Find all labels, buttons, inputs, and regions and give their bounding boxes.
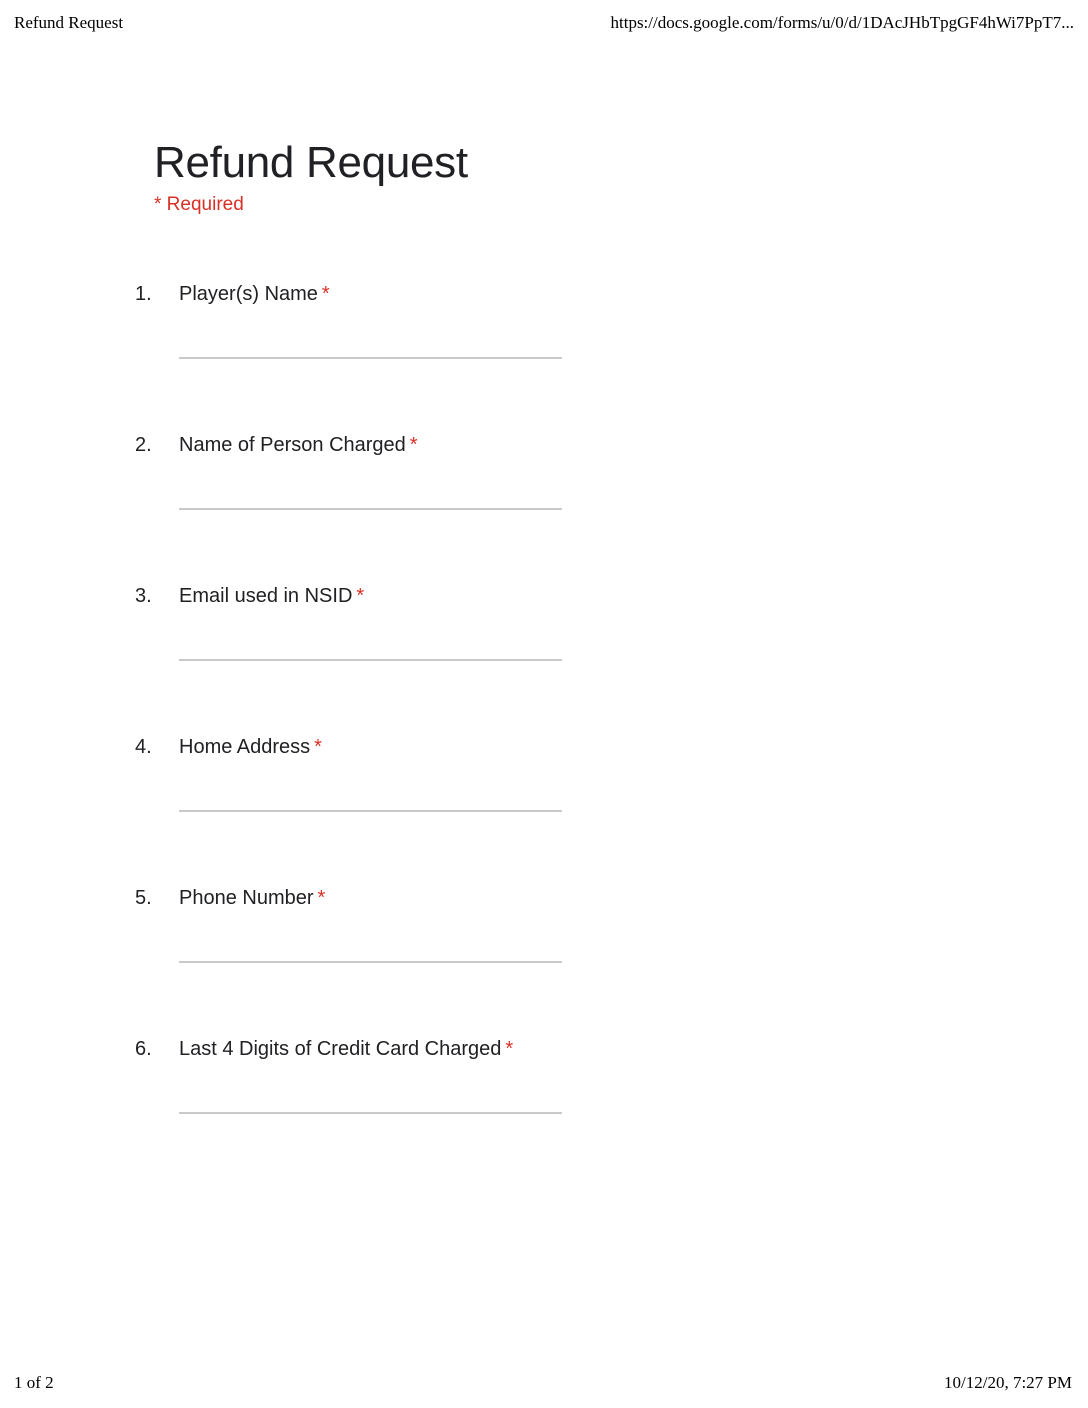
- player-name-input[interactable]: [179, 357, 562, 359]
- required-marker: *: [409, 434, 418, 456]
- print-footer-timestamp: 10/12/20, 7:27 PM: [944, 1373, 1072, 1392]
- question-home-address: [0, 736, 1088, 836]
- phone-number-input[interactable]: [179, 961, 562, 963]
- question-card-digits: [0, 1038, 1088, 1138]
- question-number: 2.: [135, 434, 152, 456]
- question-label: [179, 1038, 513, 1061]
- required-marker: *: [314, 736, 322, 758]
- question-label-text: Home Address: [179, 736, 311, 758]
- question-number: 4.: [135, 736, 152, 758]
- question-label-text: Last 4 Digits of Credit Card Charged: [179, 1038, 502, 1060]
- question-number: 3.: [135, 585, 152, 607]
- required-marker: *: [505, 1038, 514, 1060]
- question-phone-number: [0, 887, 1088, 987]
- required-marker: *: [356, 585, 365, 607]
- question-number: 6.: [135, 1038, 152, 1060]
- question-label-text: Name of Person Charged: [179, 434, 406, 456]
- form-title: Refund Request: [154, 138, 468, 187]
- question-label-text: Player(s) Name: [179, 283, 318, 305]
- question-number: 5.: [135, 887, 152, 909]
- required-note: * Required: [154, 194, 244, 215]
- question-label: [179, 887, 325, 910]
- question-number: 1.: [135, 283, 152, 305]
- question-label: [179, 736, 322, 759]
- question-label: [179, 283, 330, 306]
- question-label: [179, 434, 418, 457]
- email-input[interactable]: [179, 659, 562, 661]
- question-label-text: Phone Number: [179, 887, 314, 909]
- question-email: [0, 585, 1088, 685]
- card-digits-input[interactable]: [179, 1112, 562, 1114]
- required-marker: *: [321, 283, 330, 305]
- question-label-text: Email used in NSID: [179, 585, 353, 607]
- print-header-url: https://docs.google.com/forms/u/0/d/1DAcJHbTpgGF4hWi7PpT7...: [610, 13, 1074, 32]
- required-marker: *: [317, 887, 326, 909]
- person-charged-input[interactable]: [179, 508, 562, 510]
- print-header-title: Refund Request: [14, 13, 124, 32]
- question-player-name: [0, 283, 1088, 383]
- question-person-charged: [0, 434, 1088, 534]
- question-label: [179, 585, 364, 608]
- print-footer-page-count: 1 of 2: [14, 1373, 54, 1392]
- home-address-input[interactable]: [179, 810, 562, 812]
